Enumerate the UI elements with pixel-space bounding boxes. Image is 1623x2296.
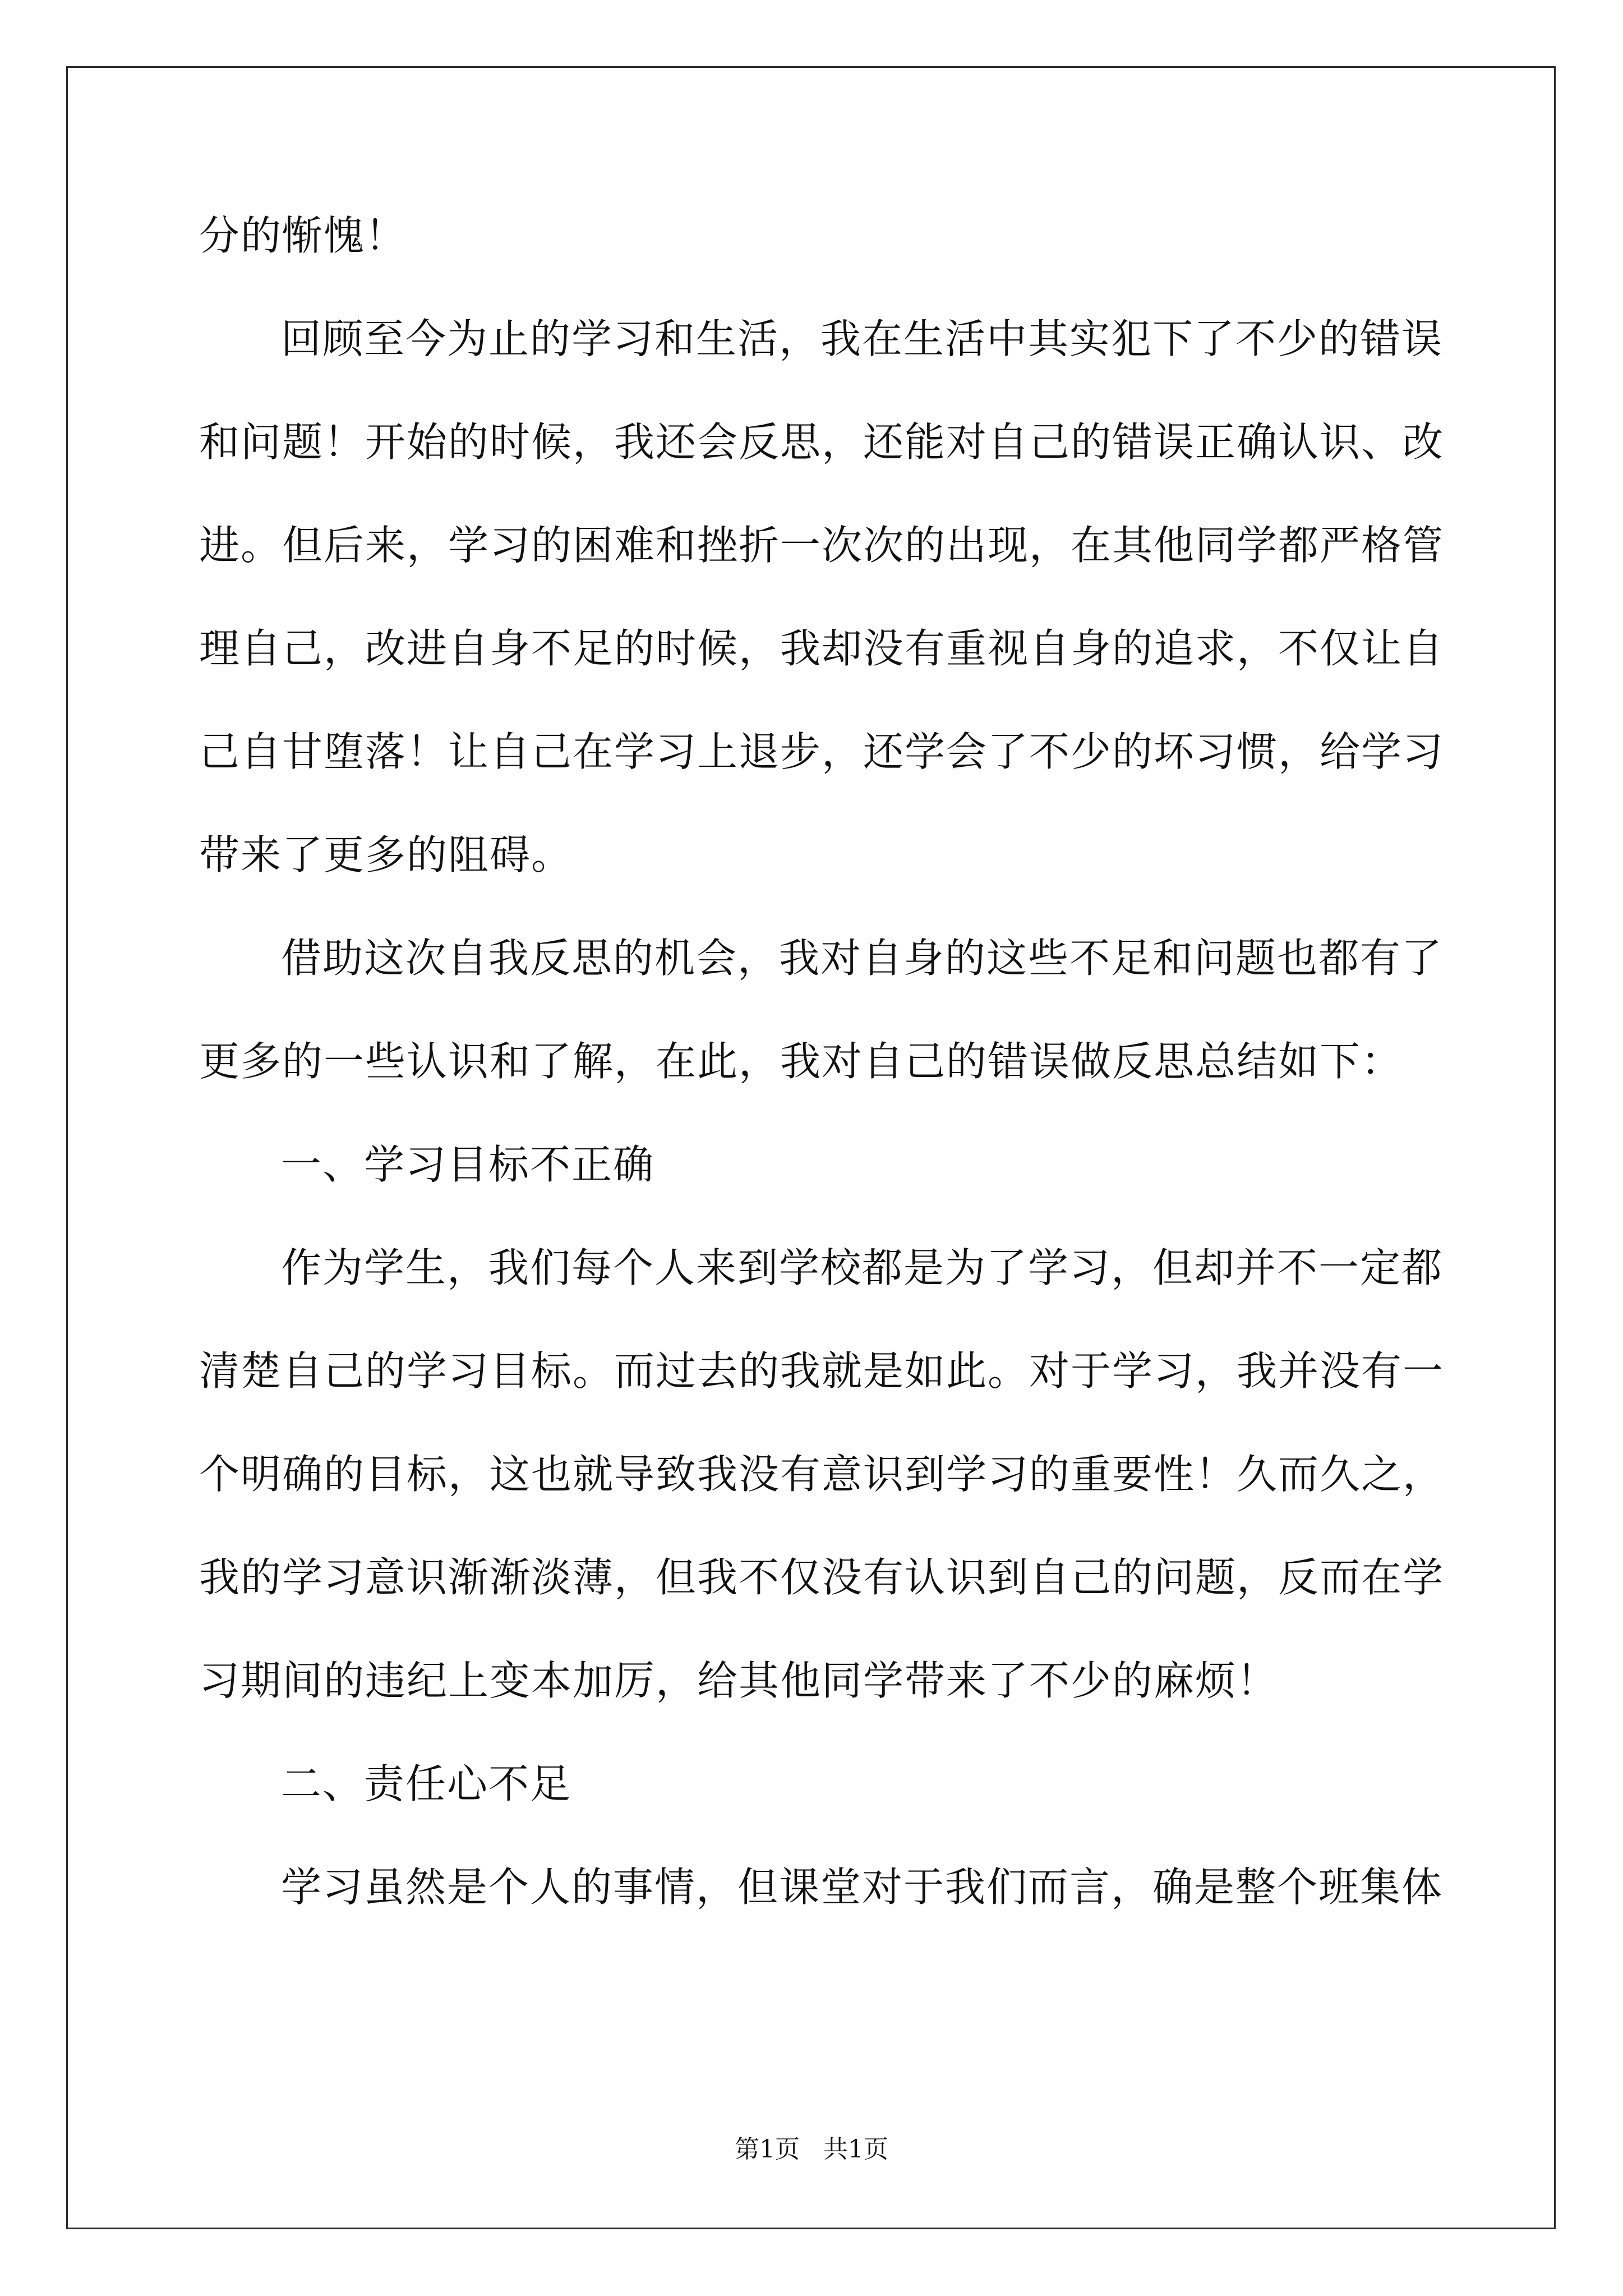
text-line: 更多的一些认识和了解，在此，我对自己的错误做反思总结如下： <box>199 1038 1403 1085</box>
text-line: 我的学习意识渐渐淡薄，但我不仅没有认识到自己的问题，反而在学 <box>199 1554 1445 1601</box>
text-line: 带来了更多的阻碍。 <box>199 831 573 878</box>
paragraph-line: 学习虽然是个人的事情，但课堂对于我们而言，确是整个班集体 <box>281 1864 1444 1911</box>
text-line: 清楚自己的学习目标。而过去的我就是如此。对于学习，我并没有一 <box>199 1347 1445 1395</box>
text-line: 己自甘堕落！让自己在学习上退步，还学会了不少的坏习惯，给学习 <box>199 728 1445 775</box>
text-line: 理自己，改进自身不足的时候，我却没有重视自身的追求，不仅让自 <box>199 625 1445 672</box>
paragraph-line: 回顾至今为止的学习和生活，我在生活中其实犯下了不少的错误 <box>281 315 1444 362</box>
text-line: 进。但后来，学习的困难和挫折一次次的出现，在其他同学都严格管 <box>199 522 1445 569</box>
paragraph-line: 作为学生，我们每个人来到学校都是为了学习，但却并不一定都 <box>281 1244 1444 1291</box>
text-line: 习期间的违纪上变本加厉，给其他同学带来了不少的麻烦！ <box>199 1657 1279 1704</box>
section-heading: 一、学习目标不正确 <box>281 1141 655 1188</box>
section-heading: 二、责任心不足 <box>281 1760 572 1807</box>
page-footer: 第1页 共1页 <box>735 2135 888 2164</box>
text-line: 个明确的目标，这也就导致我没有意识到学习的重要性！久而久之， <box>199 1451 1445 1498</box>
paragraph-line: 借助这次自我反思的机会，我对自身的这些不足和问题也都有了 <box>281 935 1444 982</box>
text-line: 分的惭愧！ <box>199 212 407 259</box>
text-line: 和问题！开始的时候，我还会反思，还能对自己的错误正确认识、改 <box>199 418 1445 466</box>
